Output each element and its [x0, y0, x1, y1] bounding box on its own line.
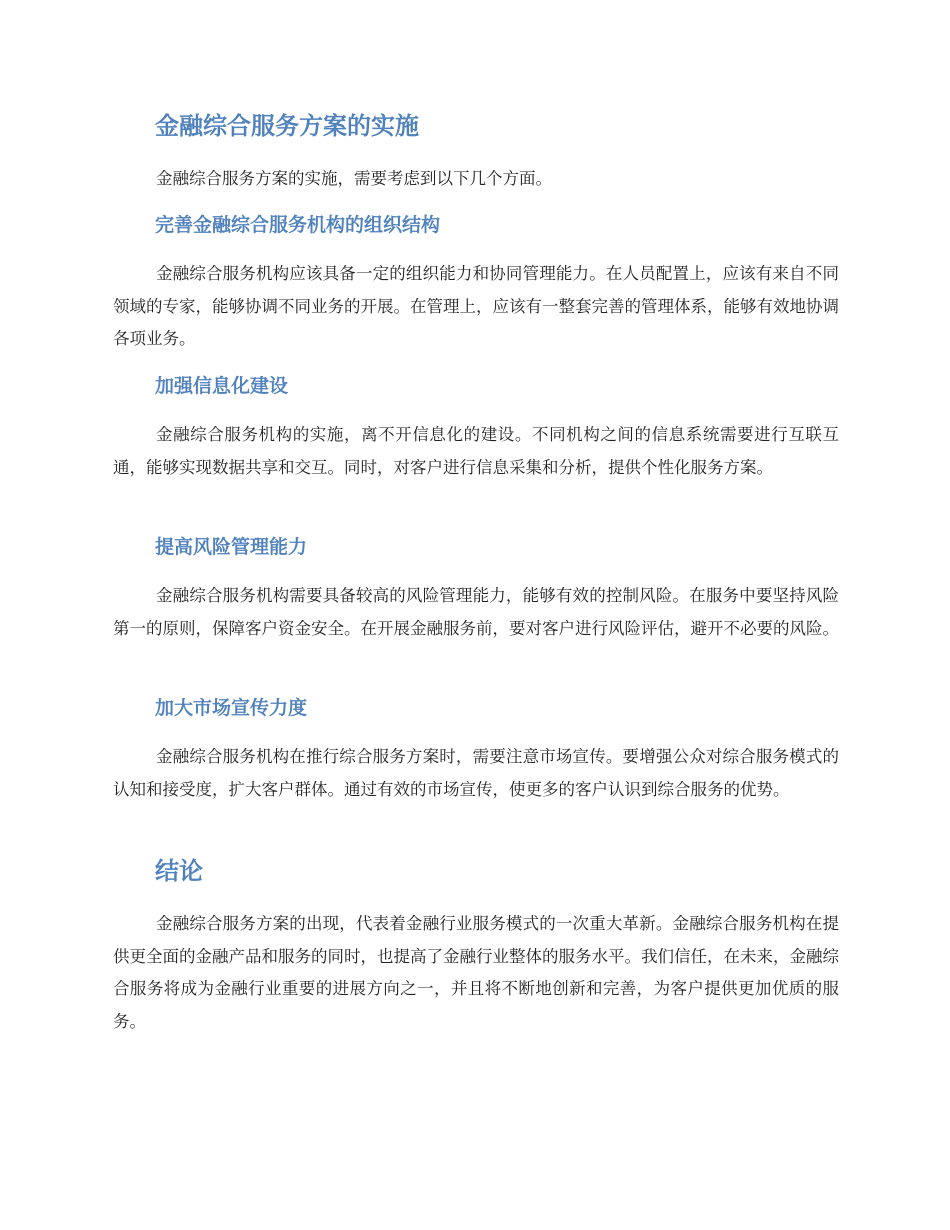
- page-title: 金融综合服务方案的实施: [155, 112, 419, 140]
- section-heading-marketing: 加大市场宣传力度: [155, 697, 308, 719]
- section-body-marketing: 金融综合服务机构在推行综合服务方案时，需要注意市场宣传。要增强公众对综合服务模式的认知和接受度，扩大客户群体。通过有效的市场宣传，使更多的客户认识到综合服务的优势。: [113, 747, 839, 799]
- section-body-risk-management: 金融综合服务机构需要具备较高的风险管理能力，能够有效的控制风险。在服务中要坚持风险第一的原则，保障客户资金安全。在开展金融服务前，要对客户进行风险评估，避开不必要的风险。: [113, 586, 839, 638]
- section-body-informatization: 金融综合服务机构的实施，离不开信息化的建设。不同机构之间的信息系统需要进行互联互通，能够实现数据共享和交互。同时，对客户进行信息采集和分析，提供个性化服务方案。: [113, 425, 839, 477]
- conclusion-heading: 结论: [155, 857, 203, 885]
- section-heading-organization: 完善金融综合服务机构的组织结构: [155, 214, 441, 236]
- section-heading-risk-management: 提高风险管理能力: [155, 536, 308, 558]
- section-body-organization: 金融综合服务机构应该具备一定的组织能力和协同管理能力。在人员配置上，应该有来自不同领域的专家，能够协调不同业务的开展。在管理上，应该有一整套完善的管理体系，能够有效地协调各项业务。: [113, 264, 839, 348]
- intro-paragraph: 金融综合服务方案的实施，需要考虑到以下几个方面。: [156, 169, 552, 188]
- conclusion-body: 金融综合服务方案的出现，代表着金融行业服务模式的一次重大革新。金融综合服务机构在提供更全面的金融产品和服务的同时，也提高了金融行业整体的服务水平。我们信任，在未来，金融综合服务将成为金融行业重要的进展方向之一，并且将不断地创新和完善，为客户提供更加优质的服务。: [113, 914, 839, 1031]
- section-heading-informatization: 加强信息化建设: [155, 375, 289, 397]
